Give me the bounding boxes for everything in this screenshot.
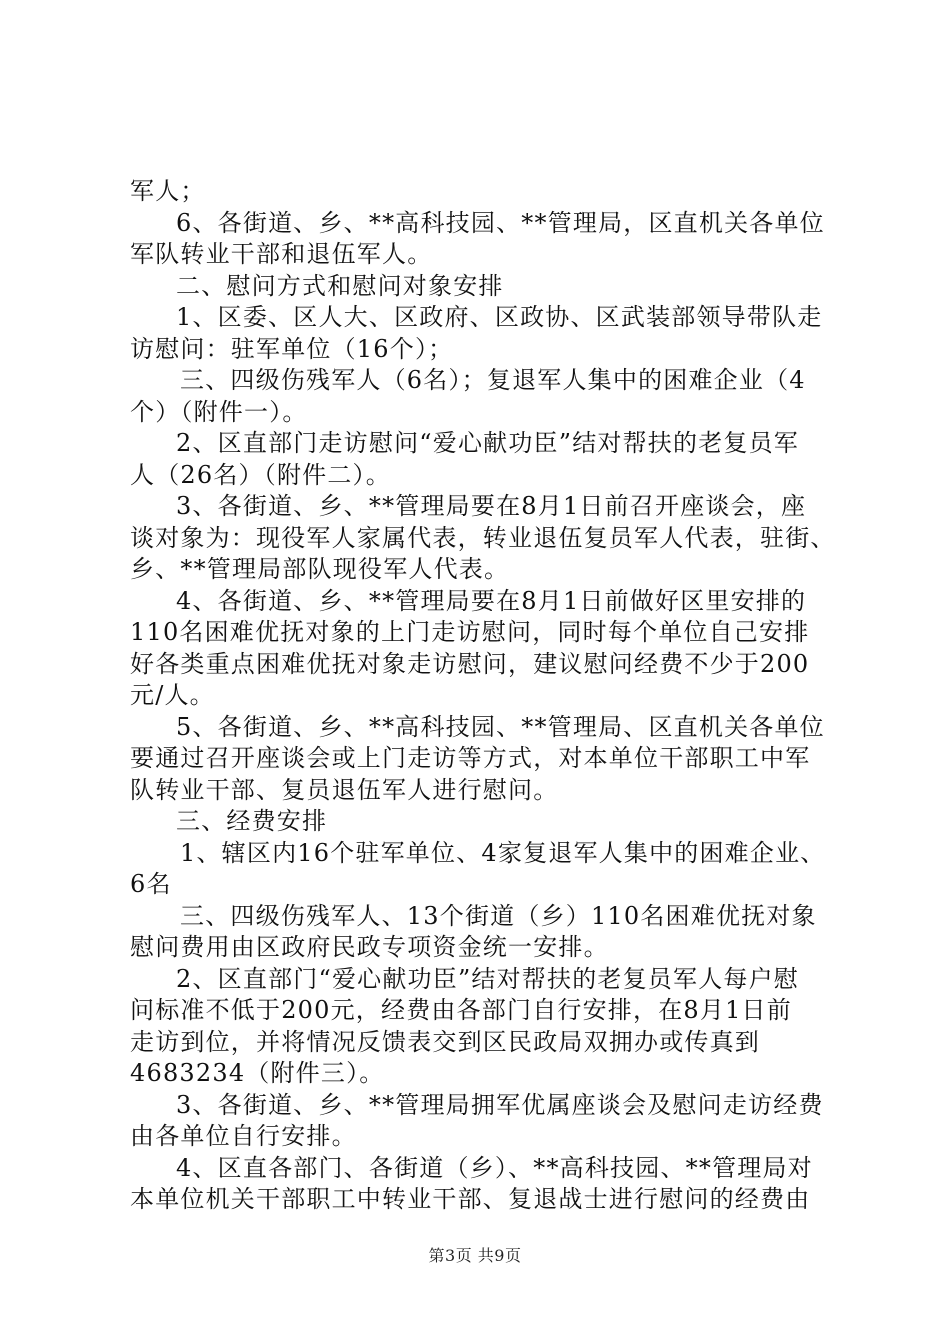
- text-line: 1、区委、区人大、区政府、区政协、区武装部领导带队走: [176, 303, 823, 331]
- text-line: 个）（附件一）。: [130, 397, 308, 426]
- text-line: 3、各街道、乡、**管理局拥军优属座谈会及慰问走访经费: [176, 1090, 824, 1119]
- text-line: 2、区直部门“爱心献功臣”结对帮扶的老复员军人每户慰: [176, 964, 800, 993]
- text-line: 好各类重点困难优抚对象走访慰问，建议慰问经费不少于200: [130, 649, 810, 678]
- text-line: 2、区直部门走访慰问“爱心献功臣”结对帮扶的老复员军: [176, 429, 800, 457]
- text-line: 6、各街道、乡、**高科技园、**管理局，区直机关各单位: [176, 208, 825, 237]
- page-number: 第3页 共9页: [428, 1246, 522, 1265]
- text-line: 三、经费安排: [176, 807, 328, 835]
- text-line: 4683234（附件三）。: [130, 1059, 385, 1087]
- text-line: 三、四级伤残军人（6名）；复退军人集中的困难企业（4: [180, 366, 806, 394]
- text-line: 3、各街道、乡、**管理局要在8月1日前召开座谈会，座: [176, 492, 807, 520]
- text-line: 问标准不低于200元，经费由各部门自行安排，在8月1日前: [130, 996, 792, 1024]
- text-line: 军人；: [130, 177, 206, 205]
- text-line: 5、各街道、乡、**高科技园、**管理局、区直机关各单位: [176, 712, 825, 741]
- text-line: 访慰问：驻军单位（16个）；: [130, 334, 454, 363]
- text-line: 队转业干部、复员退伍军人进行慰问。: [130, 775, 559, 804]
- text-line: 本单位机关干部职工中转业干部、复退战士进行慰问的经费由: [130, 1185, 811, 1213]
- text-line: 慰问费用由区政府民政专项资金统一安排。: [130, 933, 609, 961]
- text-line: 二、慰问方式和慰问对象安排: [176, 271, 504, 300]
- text-line: 1、辖区内16个驻军单位、4家复退军人集中的困难企业、: [180, 838, 826, 867]
- text-line: 110名困难优抚对象的上门走访慰问，同时每个单位自己安排: [130, 618, 810, 646]
- document-body: [130, 176, 840, 1216]
- text-line: 军队转业干部和退伍军人。: [130, 240, 433, 268]
- text-line: 要通过召开座谈会或上门走访等方式，对本单位干部职工中军: [130, 744, 811, 772]
- text-line: 乡、**管理局部队现役军人代表。: [130, 555, 510, 583]
- text-line: 4、区直各部门、各街道（乡）、**高科技园、**管理局对: [176, 1153, 813, 1182]
- text-line: 4、各街道、乡、**管理局要在8月1日前做好区里安排的: [176, 586, 807, 615]
- text-line: 人（26名）（附件二）。: [130, 460, 391, 489]
- text-line: 元/人。: [130, 681, 215, 709]
- text-line: 由各单位自行安排。: [130, 1122, 357, 1150]
- text-line: 走访到位，并将情况反馈表交到区民政局双拥办或传真到: [130, 1027, 760, 1056]
- text-line: 谈对象为：现役军人家属代表，转业退伍复员军人代表，驻街、: [130, 523, 836, 552]
- text-line: 6名: [130, 870, 172, 898]
- text-line: 三、四级伤残军人、13个街道（乡）110名困难优抚对象: [180, 901, 817, 930]
